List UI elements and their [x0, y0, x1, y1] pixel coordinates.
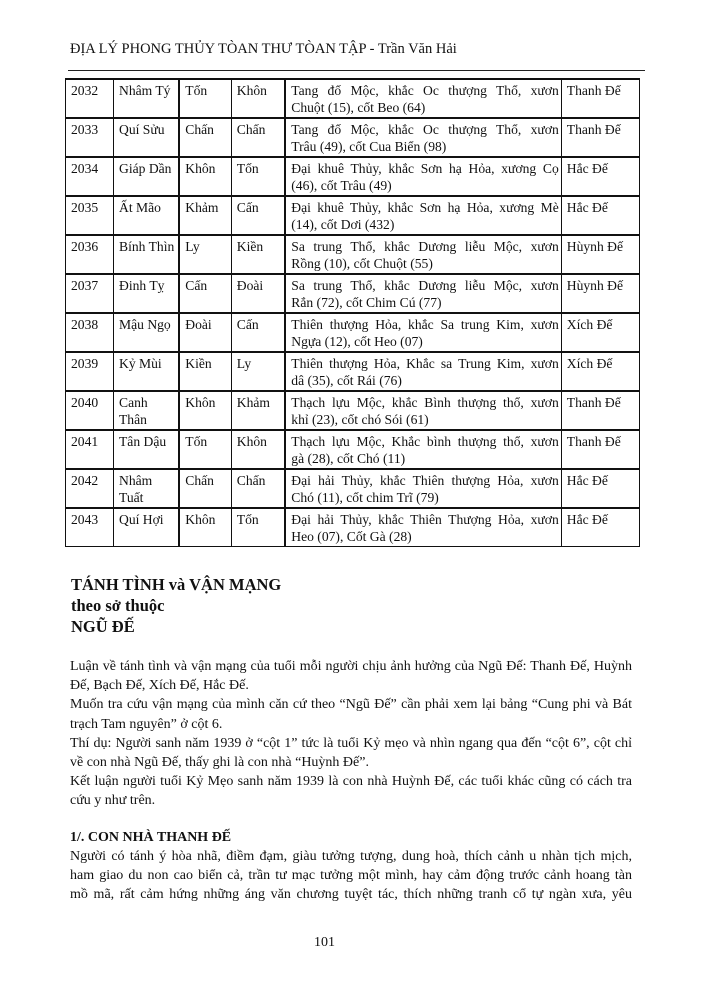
year-cell-text: 2037 — [71, 278, 99, 293]
year-cell-text: 2032 — [71, 83, 99, 98]
header-rule — [68, 70, 645, 71]
year-table — [65, 78, 640, 547]
year-cell — [66, 118, 114, 157]
cung-chan-cell — [231, 274, 285, 313]
ngu-de-cell — [561, 118, 639, 157]
cung-chan-cell-text: Tốn — [236, 512, 259, 527]
description-line-1: Đại khuê Thủy, khắc Sơn hạ Hỏa, xương Cọ — [291, 161, 559, 176]
cung-can-cell — [179, 118, 231, 157]
year-table-body — [66, 79, 640, 547]
year-cell-text: 2041 — [71, 434, 99, 449]
year-cell-text: 2038 — [71, 317, 99, 332]
description-line-1: Thiên thượng Hỏa, Khắc sa Trung Kim, xươn — [291, 356, 559, 371]
intro-paragraph: Kết luận người tuổi Kỷ Mẹo sanh năm 1939 là con nhà Huỳnh Đế, các tuổi khác cũng có cách tra cứu y như trên. — [70, 774, 632, 809]
ngu-de-cell — [561, 469, 639, 508]
description-cell — [285, 352, 561, 391]
cung-chan-cell — [231, 196, 285, 235]
table-row — [66, 157, 640, 196]
name-cell — [114, 118, 180, 157]
year-cell — [66, 352, 114, 391]
name-cell-text: Tân Dậu — [119, 434, 167, 449]
description-line-1: Thiên thượng Hỏa, khắc Sa trung Kim, xươn — [291, 317, 559, 332]
ngu-de-cell-text: Xích Đế — [566, 317, 613, 332]
cung-can-cell — [179, 79, 231, 118]
description-line-2: Ngựa (12), cốt Heo (07) — [291, 334, 423, 349]
year-cell-text: 2043 — [71, 512, 99, 527]
description-line-2: Trâu (49), cốt Cua Biển (98) — [291, 139, 447, 154]
table-row — [66, 274, 640, 313]
subsection-line: Người có tánh ý hòa nhã, điềm đạm, giàu tưởng tượng, dung hoà, thích cảnh u nhàn tịch mịch, — [70, 849, 632, 864]
description-line-1: Sa trung Thổ, khắc Dương liễu Mộc, xươn — [291, 278, 559, 293]
name-cell-text: Ất Mão — [119, 200, 161, 215]
cung-chan-cell — [231, 313, 285, 352]
description-cell — [285, 79, 561, 118]
section-title — [71, 574, 281, 637]
description-line-2: (14), cốt Dơi (432) — [291, 217, 395, 232]
table-row — [66, 79, 640, 118]
table-row — [66, 508, 640, 547]
year-cell-text: 2042 — [71, 473, 99, 488]
subsection-heading: 1/. CON NHÀ THANH ĐẾ — [70, 830, 232, 845]
cung-chan-cell-text: Khảm — [236, 395, 270, 410]
table-row — [66, 235, 640, 274]
year-cell-text: 2034 — [71, 161, 99, 176]
intro-text — [70, 657, 632, 811]
cung-can-cell-text: Tốn — [185, 434, 208, 449]
year-cell-text: 2033 — [71, 122, 99, 137]
description-line-2: Chuột (15), cốt Beo (64) — [291, 100, 426, 115]
year-cell — [66, 469, 114, 508]
ngu-de-cell — [561, 352, 639, 391]
ngu-de-cell-text: Thanh Đế — [566, 122, 621, 137]
ngu-de-cell — [561, 235, 639, 274]
page-number: 101 — [314, 935, 335, 950]
year-cell — [66, 313, 114, 352]
table-row — [66, 430, 640, 469]
description-cell — [285, 313, 561, 352]
cung-chan-cell-text: Cấn — [236, 317, 259, 332]
name-cell-text: Quí Sửu — [119, 122, 165, 137]
cung-can-cell — [179, 196, 231, 235]
name-cell-text: Bính Thìn — [119, 239, 175, 254]
description-line-1: Sa trung Thổ, khắc Dương liễu Mộc, xươn — [291, 239, 559, 254]
cung-chan-cell-text: Chấn — [236, 473, 266, 488]
description-cell — [285, 157, 561, 196]
ngu-de-cell-text: Hắc Đế — [566, 512, 608, 527]
cung-can-cell-text: Khôn — [185, 161, 216, 176]
description-line-1: Thạch lựu Mộc, Khắc bình thượng thổ, xươn — [291, 434, 559, 449]
name-cell — [114, 313, 180, 352]
cung-can-cell-text: Khảm — [185, 200, 219, 215]
year-cell — [66, 391, 114, 430]
ngu-de-cell — [561, 79, 639, 118]
subsection-line: ham giao du non cao biển cả, trần tư mạc tưởng một mình, hay cảm động trước cảnh hoang tàn — [70, 868, 632, 884]
cung-chan-cell — [231, 469, 285, 508]
intro-paragraph: Muốn tra cứu vận mạng của mình căn cứ theo “Ngũ Đế” cần phải xem lại bảng “Cung phi và Bát trạch Tam nguyên” ở cột 6. — [70, 697, 632, 732]
cung-chan-cell — [231, 235, 285, 274]
cung-can-cell — [179, 430, 231, 469]
intro-paragraph: Thí dụ: Người sanh năm 1939 ở “cột 1” tức là tuổi Kỷ mẹo và nhìn ngang qua đến “cột 6”, cột chỉ về con nhà Ngũ Đế, thấy ghi là con nhà “Huỳnh Đế”. — [70, 735, 632, 771]
year-cell-text: 2035 — [71, 200, 99, 215]
year-cell-text: 2039 — [71, 356, 99, 371]
table-row — [66, 313, 640, 352]
description-line-2: dâ (35), cốt Rái (76) — [291, 373, 402, 388]
ngu-de-cell-text: Hùynh Đế — [566, 278, 624, 293]
table-row — [66, 196, 640, 235]
cung-can-cell — [179, 508, 231, 547]
description-line-1: Tang đố Mộc, khắc Oc thượng Thổ, xươn — [291, 122, 559, 137]
cung-chan-cell-text: Đoài — [236, 278, 264, 293]
description-cell — [285, 430, 561, 469]
year-cell-text: 2036 — [71, 239, 99, 254]
section-title-line-2: theo sở thuộc — [71, 596, 165, 615]
description-cell — [285, 274, 561, 313]
description-cell — [285, 508, 561, 547]
name-cell — [114, 196, 180, 235]
ngu-de-cell-text: Hắc Đế — [566, 200, 608, 215]
name-cell — [114, 79, 180, 118]
cung-chan-cell — [231, 352, 285, 391]
cung-chan-cell-text: Tốn — [236, 161, 259, 176]
description-cell — [285, 391, 561, 430]
description-cell — [285, 235, 561, 274]
ngu-de-cell-text: Xích Đế — [566, 356, 613, 371]
name-cell-text: Nhâm Tý — [119, 83, 171, 98]
cung-chan-cell-text: Ly — [236, 356, 252, 371]
year-cell — [66, 196, 114, 235]
ngu-de-cell-text: Hắc Đế — [566, 161, 608, 176]
cung-chan-cell-text: Cấn — [236, 200, 259, 215]
name-cell — [114, 391, 180, 430]
cung-can-cell — [179, 391, 231, 430]
cung-chan-cell-text: Chấn — [236, 122, 266, 137]
ngu-de-cell — [561, 313, 639, 352]
ngu-de-cell — [561, 391, 639, 430]
description-line-2: gà (28), cốt Chó (11) — [291, 451, 406, 466]
description-line-1: Đại hải Thủy, khắc Thiên thượng Hỏa, xươn — [291, 473, 559, 488]
cung-can-cell-text: Tốn — [185, 83, 208, 98]
ngu-de-cell-text: Thanh Đế — [566, 83, 621, 98]
cung-chan-cell — [231, 508, 285, 547]
name-cell-text: Giáp Dần — [119, 161, 172, 176]
ngu-de-cell-text: Thanh Đế — [566, 395, 621, 410]
name-cell — [114, 157, 180, 196]
cung-can-cell — [179, 235, 231, 274]
description-line-2: Rắn (72), cốt Chim Cú (77) — [291, 295, 442, 310]
description-line-1: Thạch lựu Mộc, khắc Bình thượng thổ, xươn — [291, 395, 559, 410]
cung-can-cell-text: Chấn — [185, 473, 214, 488]
description-line-2: (46), cốt Trâu (49) — [291, 178, 392, 193]
running-header: ĐỊA LÝ PHONG THỦY TÒAN THƯ TÒAN TẬP - Trần Văn Hải — [70, 41, 457, 57]
name-cell-text: Quí Hợi — [119, 512, 164, 527]
name-cell-text: Nhâm Tuất — [119, 473, 153, 505]
year-cell — [66, 157, 114, 196]
ngu-de-cell-text: Hắc Đế — [566, 473, 608, 488]
cung-can-cell-text: Kiền — [185, 356, 212, 371]
intro-paragraph: Luận về tánh tình và vận mạng của tuổi mỗi người chịu ảnh hưởng của Ngũ Đế: Thanh Đế, Huỳnh Đế, Bạch Đế, Xích Đế, Hắc Đế. — [70, 659, 632, 694]
name-cell — [114, 235, 180, 274]
name-cell-text: Mậu Ngọ — [119, 317, 171, 332]
cung-can-cell-text: Khôn — [185, 395, 216, 410]
cung-can-cell — [179, 313, 231, 352]
name-cell — [114, 274, 180, 313]
description-line-2: Chó (11), cốt chim Trĩ (79) — [291, 490, 439, 505]
description-line-1: Đại hải Thủy, khắc Thiên Thượng Hỏa, xươn — [291, 512, 559, 527]
ngu-de-cell — [561, 196, 639, 235]
name-cell-text: Đinh Tỵ — [119, 278, 165, 293]
cung-can-cell-text: Cấn — [185, 278, 208, 293]
cung-can-cell-text: Ly — [185, 239, 200, 254]
table-row — [66, 352, 640, 391]
description-line-2: khỉ (23), cốt chó Sói (61) — [291, 412, 429, 427]
ngu-de-cell — [561, 508, 639, 547]
description-line-2: Rồng (10), cốt Chuột (55) — [291, 256, 433, 271]
cung-can-cell — [179, 274, 231, 313]
description-line-1: Tang đố Mộc, khắc Oc thượng Thổ, xươn — [291, 83, 559, 98]
name-cell — [114, 352, 180, 391]
name-cell-text: Kỷ Mùi — [119, 356, 162, 371]
year-cell — [66, 235, 114, 274]
table-row — [66, 391, 640, 430]
year-cell — [66, 274, 114, 313]
name-cell — [114, 469, 180, 508]
ngu-de-cell-text: Thanh Đế — [566, 434, 621, 449]
cung-chan-cell-text: Khôn — [236, 83, 267, 98]
cung-can-cell — [179, 157, 231, 196]
cung-chan-cell-text: Khôn — [236, 434, 267, 449]
table-row — [66, 469, 640, 508]
ngu-de-cell — [561, 157, 639, 196]
cung-chan-cell — [231, 430, 285, 469]
section-title-line-1: TÁNH TÌNH và VẬN MẠNG — [71, 575, 282, 594]
cung-chan-cell — [231, 157, 285, 196]
name-cell-text: Canh Thân — [119, 395, 148, 427]
section-title-line-3: NGŨ ĐẾ — [71, 617, 135, 636]
cung-can-cell-text: Đoài — [185, 317, 212, 332]
year-cell — [66, 430, 114, 469]
name-cell — [114, 430, 180, 469]
cung-can-cell — [179, 352, 231, 391]
subsection-line: mồ mã, rất cảm hứng những áng văn chương tuyệt tác, thích những tranh cổ tự ngàn xưa, yêu — [70, 887, 632, 903]
ngu-de-cell — [561, 274, 639, 313]
description-line-1: Đại khuê Thủy, khắc Sơn hạ Hỏa, xương Mè — [291, 200, 559, 215]
ngu-de-cell — [561, 430, 639, 469]
cung-chan-cell-text: Kiền — [236, 239, 264, 254]
description-cell — [285, 196, 561, 235]
year-cell-text: 2040 — [71, 395, 99, 410]
cung-chan-cell — [231, 118, 285, 157]
subsection-text — [70, 847, 632, 905]
year-cell — [66, 79, 114, 118]
year-cell — [66, 508, 114, 547]
cung-chan-cell — [231, 79, 285, 118]
cung-can-cell-text: Chấn — [185, 122, 214, 137]
ngu-de-cell-text: Hùynh Đế — [566, 239, 624, 254]
cung-can-cell-text: Khôn — [185, 512, 216, 527]
name-cell — [114, 508, 180, 547]
description-cell — [285, 118, 561, 157]
description-cell — [285, 469, 561, 508]
cung-can-cell — [179, 469, 231, 508]
table-row — [66, 118, 640, 157]
description-line-2: Heo (07), Cốt Gà (28) — [291, 529, 412, 544]
cung-chan-cell — [231, 391, 285, 430]
